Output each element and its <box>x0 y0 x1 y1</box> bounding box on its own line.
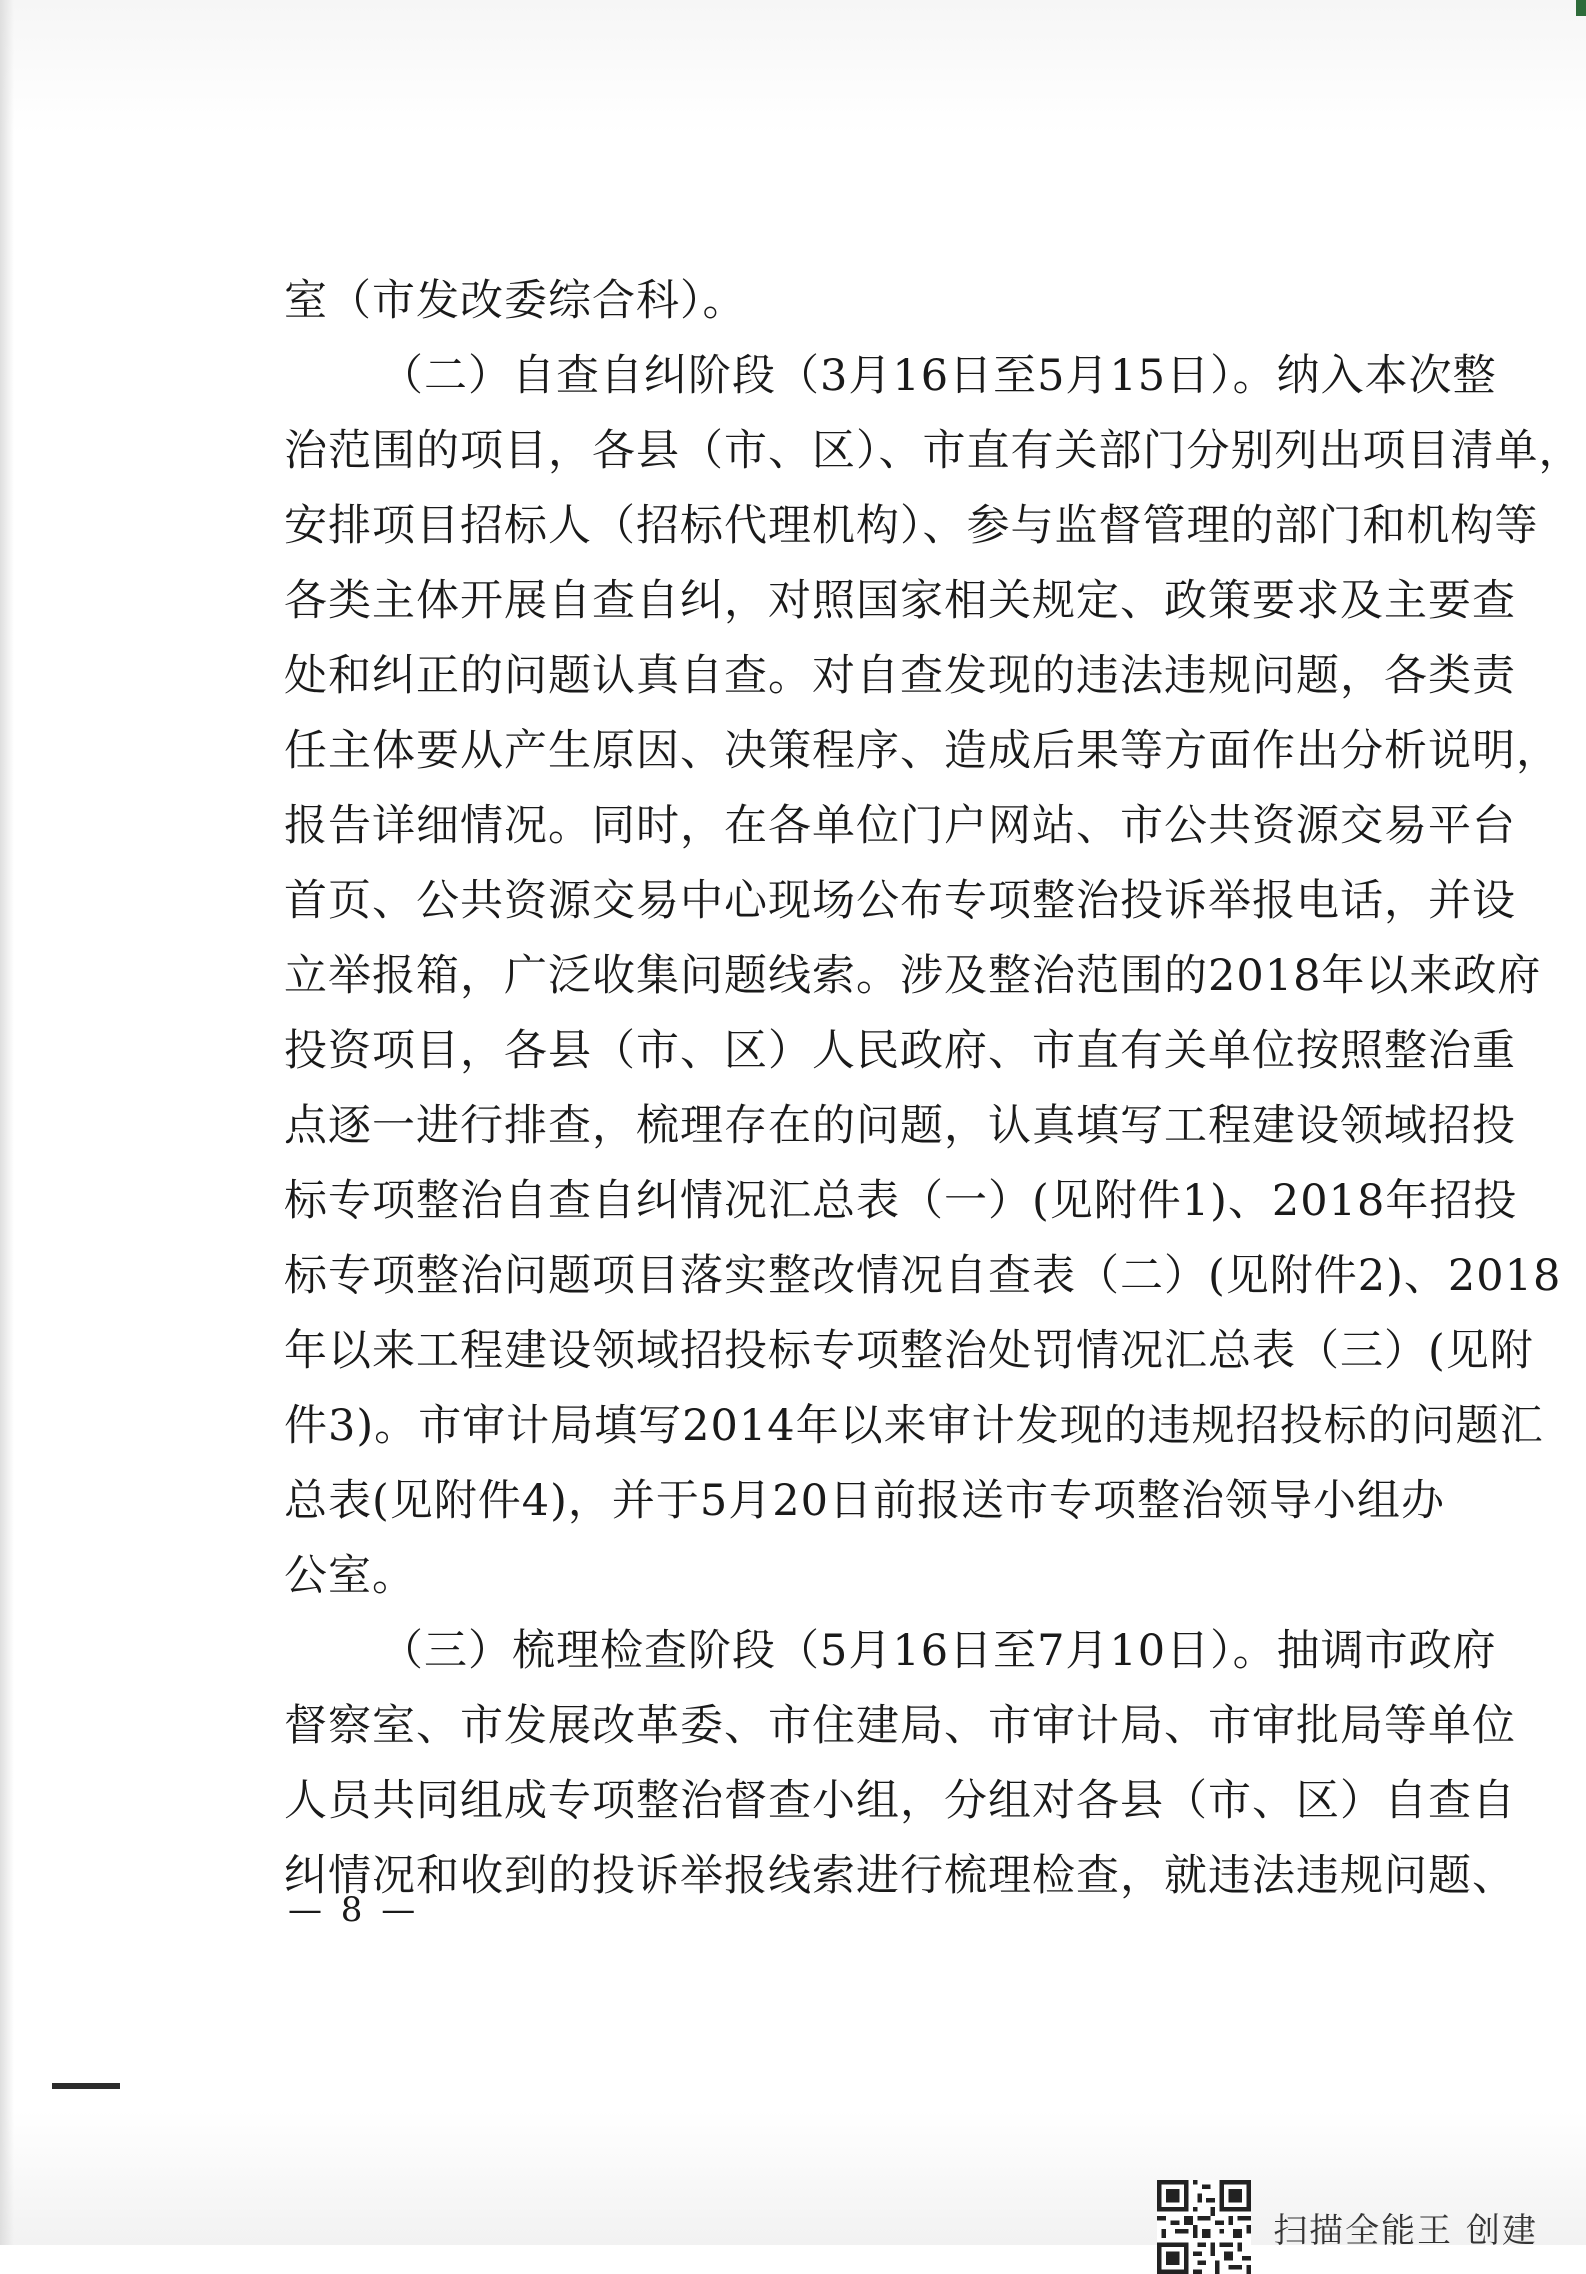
text-line: 处和纠正的问题认真自查。对自查发现的违法违规问题，各类责 <box>284 651 1516 701</box>
text-line: 任主体要从产生原因、决策程序、造成后果等方面作出分析说明， <box>284 726 1560 776</box>
section-heading-line: （二）自查自纠阶段（3月16日至5月15日）。纳入本次整 <box>380 351 1497 401</box>
text-line: 件3)。市审计局填写2014年以来审计发现的违规招投标的问题汇 <box>284 1401 1544 1451</box>
page-number: — 8 — <box>288 1890 420 1930</box>
document-body <box>284 264 1583 1914</box>
text-line: 总表(见附件4)，并于5月20日前报送市专项整治领导小组办 <box>284 1476 1445 1526</box>
text-line: 年以来工程建设领域招投标专项整治处罚情况汇总表（三）(见附 <box>284 1326 1534 1376</box>
text-line: 人员共同组成专项整治督查小组，分组对各县（市、区）自查自 <box>284 1776 1516 1826</box>
corner-mark <box>1576 0 1586 16</box>
text-line: 各类主体开展自查自纠，对照国家相关规定、政策要求及主要查 <box>284 576 1516 626</box>
text-line: 标专项整治自查自纠情况汇总表（一）(见附件1)、2018年招投 <box>284 1176 1518 1226</box>
scan-edge-shadow <box>0 0 14 2245</box>
text-line: 治范围的项目，各县（市、区）、市直有关部门分别列出项目清单， <box>284 426 1583 476</box>
text-line: 纠情况和收到的投诉举报线索进行梳理检查，就违法违规问题、 <box>284 1851 1516 1901</box>
text-line: 立举报箱，广泛收集问题线索。涉及整治范围的2018年以来政府 <box>284 951 1542 1001</box>
text-line: 点逐一进行排查，梳理存在的问题，认真填写工程建设领域招投 <box>284 1101 1516 1151</box>
text-line: 公室。 <box>284 1551 416 1601</box>
text-line: 报告详细情况。同时，在各单位门户网站、市公共资源交易平台 <box>284 801 1516 851</box>
section-heading-line: （三）梳理检查阶段（5月16日至7月10日）。抽调市政府 <box>380 1626 1497 1676</box>
watermark-text: 扫描全能王 创建 <box>1273 2210 1538 2251</box>
scanner-watermark <box>1157 2180 1538 2274</box>
text-line: 投资项目，各县（市、区）人民政府、市直有关单位按照整治重 <box>284 1026 1516 1076</box>
qr-code-icon <box>1157 2180 1251 2274</box>
text-line: 标专项整治问题项目落实整改情况自查表（二）(见附件2)、2018 <box>284 1251 1562 1301</box>
text-line: 督察室、市发展改革委、市住建局、市审计局、市审批局等单位 <box>284 1701 1516 1751</box>
binding-mark <box>52 2083 120 2089</box>
text-line: 安排项目招标人（招标代理机构）、参与监督管理的部门和机构等 <box>284 501 1539 551</box>
text-line: 首页、公共资源交易中心现场公布专项整治投诉举报电话，并设 <box>284 876 1516 926</box>
text-line: 室（市发改委综合科）。 <box>284 276 747 326</box>
